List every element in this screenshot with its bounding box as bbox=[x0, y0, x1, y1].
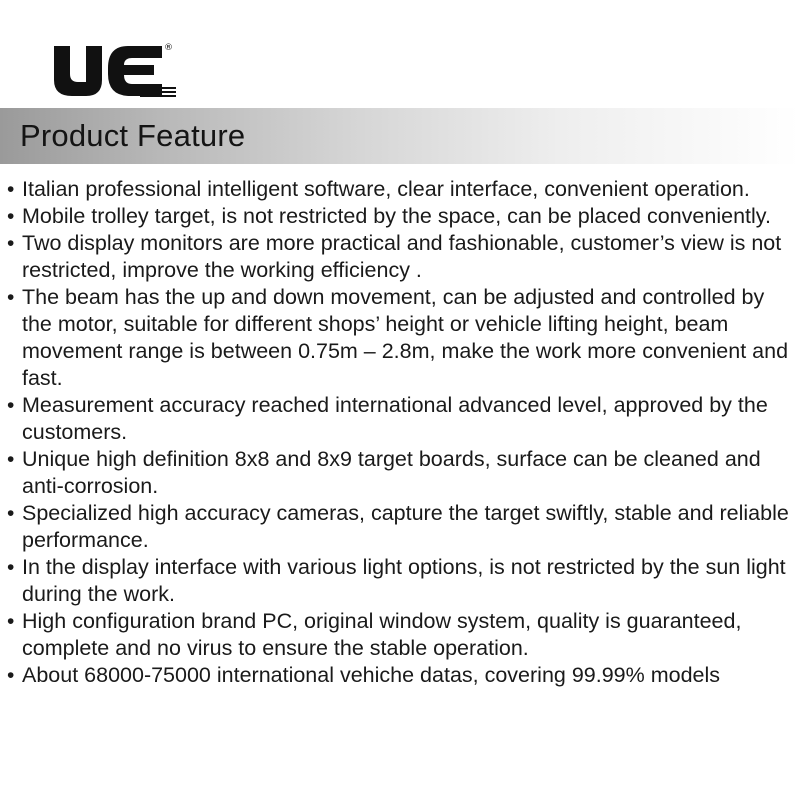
ue-logo bbox=[50, 40, 180, 102]
feature-item bbox=[6, 500, 794, 554]
feature-item bbox=[6, 608, 794, 662]
bullet-icon: • bbox=[7, 502, 15, 525]
feature-item bbox=[6, 554, 794, 608]
feature-text: Mobile trolley target, is not restricted by the space, can be placed conveniently. bbox=[22, 204, 771, 228]
feature-item bbox=[6, 203, 794, 230]
registered-mark: ® bbox=[164, 43, 173, 53]
bullet-icon: • bbox=[7, 610, 15, 633]
feature-item bbox=[6, 662, 794, 689]
bullet-icon: • bbox=[7, 178, 15, 201]
feature-item bbox=[6, 446, 794, 500]
feature-text: Two display monitors are more practical and fashionable, customer’s view is not restricted, improve the working efficiency . bbox=[22, 231, 782, 282]
bullet-icon: • bbox=[7, 286, 15, 309]
feature-item bbox=[6, 176, 794, 203]
bullet-icon: • bbox=[7, 205, 15, 228]
feature-list bbox=[6, 176, 794, 689]
feature-text: The beam has the up and down movement, can be adjusted and controlled by the motor, suitable for different shops’ height or vehicle lifting height, beam movement range is between 0.75m – 2.8m, make the work more convenient and fast. bbox=[22, 285, 789, 390]
section-banner bbox=[0, 108, 800, 164]
feature-text: Unique high definition 8x8 and 8x9 target boards, surface can be cleaned and anti-corrosion. bbox=[22, 447, 761, 498]
feature-text: About 68000-75000 international vehiche datas, covering 99.99% models bbox=[22, 663, 721, 687]
section-title: Product Feature bbox=[20, 118, 246, 153]
feature-text: High configuration brand PC, original window system, quality is guaranteed, complete and no virus to ensure the stable operation. bbox=[22, 609, 742, 660]
feature-text: Measurement accuracy reached international advanced level, approved by the customers. bbox=[22, 393, 768, 444]
bullet-icon: • bbox=[7, 556, 15, 579]
bullet-icon: • bbox=[7, 394, 15, 417]
feature-item bbox=[6, 284, 794, 392]
ue-logo-mark bbox=[50, 40, 180, 102]
bullet-icon: • bbox=[7, 664, 15, 687]
bullet-icon: • bbox=[7, 448, 15, 471]
feature-item bbox=[6, 230, 794, 284]
feature-text: In the display interface with various light options, is not restricted by the sun light during the work. bbox=[22, 555, 786, 606]
feature-text: Italian professional intelligent software, clear interface, convenient operation. bbox=[22, 177, 750, 201]
feature-item bbox=[6, 392, 794, 446]
bullet-icon: • bbox=[7, 232, 15, 255]
feature-text: Specialized high accuracy cameras, capture the target swiftly, stable and reliable performance. bbox=[22, 501, 789, 552]
